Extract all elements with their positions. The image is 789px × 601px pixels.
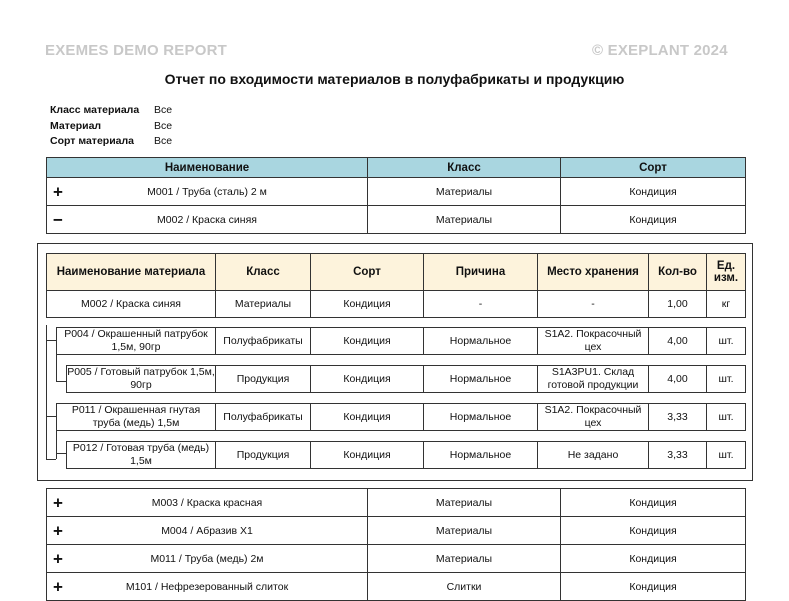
material-name: M101 / Нефрезерованный слиток [125,580,289,593]
filter-row [50,103,172,119]
expand-toggle-icon[interactable]: + [53,521,63,540]
tree-connector [56,453,66,454]
detail-qty: 4,00 [649,366,707,393]
tree-connector [56,355,57,381]
table-row[interactable] [47,517,746,545]
detail-class: Продукция [216,442,311,469]
detail-sort: Кондиция [311,366,424,393]
detail-sort: Кондиция [311,442,424,469]
material-sort: Кондиция [561,573,746,601]
detail-reason: Нормальное [424,404,538,431]
material-name-cell [47,573,368,601]
report-watermark-right: © EXEPLANT 2024 [592,42,728,59]
material-name-cell [47,489,368,517]
detail-name: P011 / Окрашенная гнутая труба (медь) 1,5м [57,404,216,431]
detail-reason: Нормальное [424,328,538,355]
expand-toggle-icon[interactable]: + [53,493,63,512]
detail-name: P005 / Готовый патрубок 1,5м, 90гр [67,366,215,391]
filter-label: Материал [50,119,102,132]
material-sort: Кондиция [561,206,746,234]
detail-reason: Нормальное [424,442,538,469]
detail-unit: кг [707,291,746,318]
table-row[interactable] [47,206,746,234]
detail-name: M002 / Краска синяя [47,291,216,318]
material-name-cell [47,545,368,573]
detail-child-row[interactable] [66,441,746,469]
material-class: Материалы [368,206,561,234]
material-sort: Кондиция [561,545,746,573]
detail-child-row[interactable] [56,403,746,431]
material-class: Слитки [368,573,561,601]
detail-qty: 4,00 [649,328,707,355]
detail-location: S1A2. Покрасочный цех [538,328,649,355]
table-row[interactable] [47,178,746,206]
tree-connector [56,381,66,382]
detail-col-location: Место хранения [538,254,649,291]
material-name: M002 / Краска синяя [157,213,257,226]
material-name-cell [47,178,368,206]
detail-col-class: Класс [216,254,311,291]
tree-connector [46,459,56,460]
detail-location: S1A3PU1. Склад готовой продукции [538,366,649,393]
material-class: Материалы [368,178,561,206]
filter-value: Все [154,119,173,132]
tree-connector [46,325,47,459]
detail-col-name: Наименование материала [47,254,216,291]
materials-table [46,157,746,234]
detail-reason: - [424,291,538,318]
tree-connector [46,416,56,417]
detail-class: Материалы [216,291,311,318]
table-row[interactable] [47,573,746,601]
detail-class: Полуфабрикаты [216,328,311,355]
tree-connector [56,429,57,459]
filter-row [50,134,172,150]
detail-location: S1A2. Покрасочный цех [538,404,649,431]
detail-qty: 3,33 [649,442,707,469]
col-header-sort[interactable]: Сорт [561,158,746,178]
detail-sort: Кондиция [311,404,424,431]
material-class: Материалы [368,517,561,545]
detail-table [46,253,746,318]
material-name: M003 / Краска красная [151,496,263,509]
detail-unit: шт. [707,328,746,355]
material-name-cell [47,206,368,234]
filter-value: Все [154,135,173,147]
col-header-class[interactable]: Класс [368,158,561,178]
material-sort: Кондиция [561,178,746,206]
detail-unit: шт. [707,404,746,431]
expand-toggle-icon[interactable]: + [53,577,63,596]
expand-toggle-icon[interactable]: + [53,549,63,568]
material-class: Материалы [368,489,561,517]
material-sort: Кондиция [561,517,746,545]
table-row[interactable] [47,489,746,517]
materials-table-continued [46,488,746,601]
filter-label: Сорт материала [50,135,134,147]
detail-location: - [538,291,649,318]
detail-location: Не задано [538,442,649,469]
detail-child-row[interactable] [56,327,746,355]
detail-child-row[interactable] [66,365,746,393]
filter-label: Класс материала [50,104,140,116]
detail-root-row [47,291,746,318]
detail-col-reason: Причина [424,254,538,291]
detail-name: P004 / Окрашенный патрубок 1,5м, 90гр [57,328,216,355]
material-name: M001 / Труба (сталь) 2 м [147,185,267,198]
filter-summary [50,103,172,150]
collapse-toggle-icon[interactable]: − [53,210,63,229]
material-name-cell [47,517,368,545]
material-sort: Кондиция [561,489,746,517]
detail-reason: Нормальное [424,366,538,393]
report-title: Отчет по входимости материалов в полуфабрикаты и продукцию [164,71,625,87]
report-watermark-left: EXEMES DEMO REPORT [45,42,227,59]
detail-name: P012 / Готовая труба (медь) 1,5м [67,442,216,469]
detail-col-unit: Ед. изм. [707,254,746,291]
material-name: M011 / Труба (медь) 2м [150,552,264,565]
material-class: Материалы [368,545,561,573]
filter-row [50,119,172,135]
table-row[interactable] [47,545,746,573]
detail-unit: шт. [707,442,746,469]
detail-class: Продукция [216,366,311,393]
tree-connector [46,340,56,341]
detail-qty: 3,33 [649,404,707,431]
filter-value: Все [154,104,173,116]
material-name: M004 / Абразив X1 [161,524,253,537]
col-header-name[interactable]: Наименование [47,158,368,178]
detail-sort: Кондиция [311,291,424,318]
detail-col-qty: Кол-во [649,254,707,291]
expand-toggle-icon[interactable]: + [53,182,63,201]
detail-class: Полуфабрикаты [216,404,311,431]
detail-qty: 1,00 [649,291,707,318]
detail-unit: шт. [707,366,746,393]
detail-col-sort: Сорт [311,254,424,291]
detail-sort: Кондиция [311,328,424,355]
